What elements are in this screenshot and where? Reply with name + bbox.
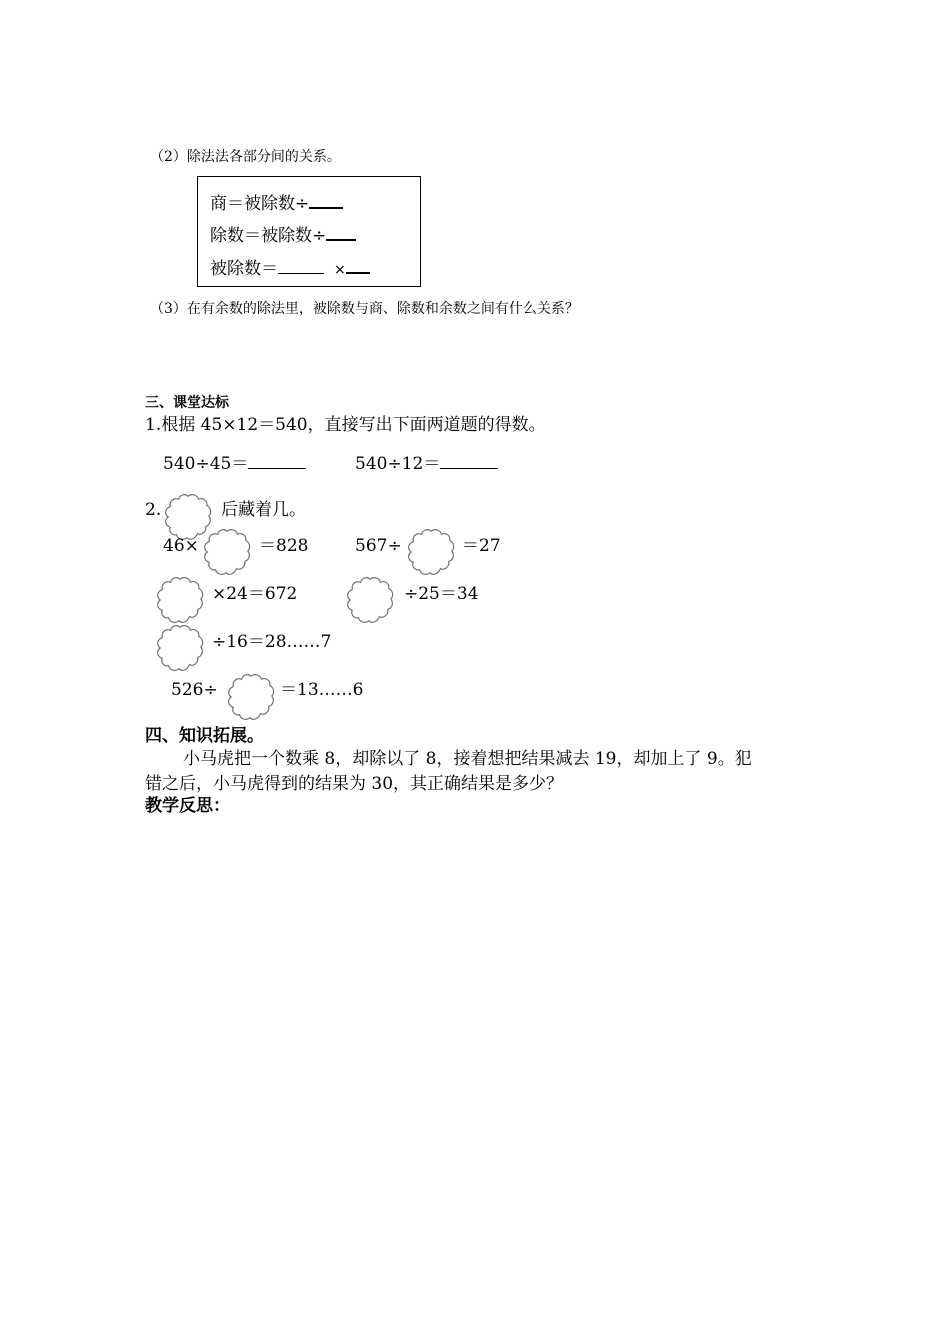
answer-blank[interactable] xyxy=(326,225,356,241)
eq4-right: ÷25＝34 xyxy=(404,584,479,604)
flower-cloud-icon[interactable] xyxy=(406,527,456,577)
section4-heading: 四、知识拓展。 xyxy=(145,726,264,746)
section4-para-line1: 小马虎把一个数乘 8，却除以了 8，接着想把结果减去 19，却加上了 9。犯 xyxy=(183,749,752,769)
section4-para-line2: 错之后，小马虎得到的结果为 30，其正确结果是多少？ xyxy=(145,774,564,794)
box-line-dividend xyxy=(210,258,370,278)
question1: 1.根据 45×12＝540，直接写出下面两道题的得数。 xyxy=(145,415,546,435)
eq1-left: 46× xyxy=(163,536,199,556)
eq3-right: ×24＝672 xyxy=(212,584,298,604)
eq1-right: ＝828 xyxy=(259,536,309,556)
q2-prefix: 2. xyxy=(145,500,162,520)
box-line-quotient-text: 商＝被除数÷ xyxy=(210,194,310,214)
item3-title: （3）在有余数的除法里，被除数与商、除数和余数之间有什么关系？ xyxy=(150,301,579,317)
item2-title: （2）除法法各部分间的关系。 xyxy=(150,149,341,165)
times-symbol: × xyxy=(334,262,346,278)
answer-blank[interactable] xyxy=(440,454,498,469)
box-line-divisor-text: 除数＝被除数÷ xyxy=(210,226,327,246)
box-line-quotient xyxy=(210,193,343,213)
q2-suffix: 后藏着几。 xyxy=(221,500,306,520)
reflection-heading: 教学反思： xyxy=(145,796,230,816)
flower-cloud-icon[interactable] xyxy=(345,575,395,625)
flower-cloud-icon[interactable] xyxy=(202,527,252,577)
box-line-divisor xyxy=(210,225,356,245)
section3-heading: 三、课堂达标 xyxy=(145,395,229,411)
answer-blank[interactable] xyxy=(346,258,370,274)
q1-a-text: 540÷45＝ xyxy=(163,454,249,474)
answer-blank[interactable] xyxy=(278,259,324,274)
eq6-right: ＝13……6 xyxy=(280,680,364,700)
q1-b xyxy=(355,454,498,473)
box-line-dividend-text: 被除数＝ xyxy=(210,259,278,279)
flower-cloud-icon[interactable] xyxy=(155,623,205,673)
flower-cloud-icon[interactable] xyxy=(226,672,276,722)
q1-b-text: 540÷12＝ xyxy=(355,454,441,474)
flower-cloud-icon[interactable] xyxy=(155,575,205,625)
answer-blank[interactable] xyxy=(248,454,306,469)
eq2-right: ＝27 xyxy=(462,536,501,556)
eq6-left: 526÷ xyxy=(171,680,218,700)
q1-a xyxy=(163,454,306,473)
answer-blank[interactable] xyxy=(309,193,343,209)
relation-box xyxy=(197,176,421,287)
eq2-left: 567÷ xyxy=(355,536,402,556)
eq5-right: ÷16＝28……7 xyxy=(212,632,332,652)
